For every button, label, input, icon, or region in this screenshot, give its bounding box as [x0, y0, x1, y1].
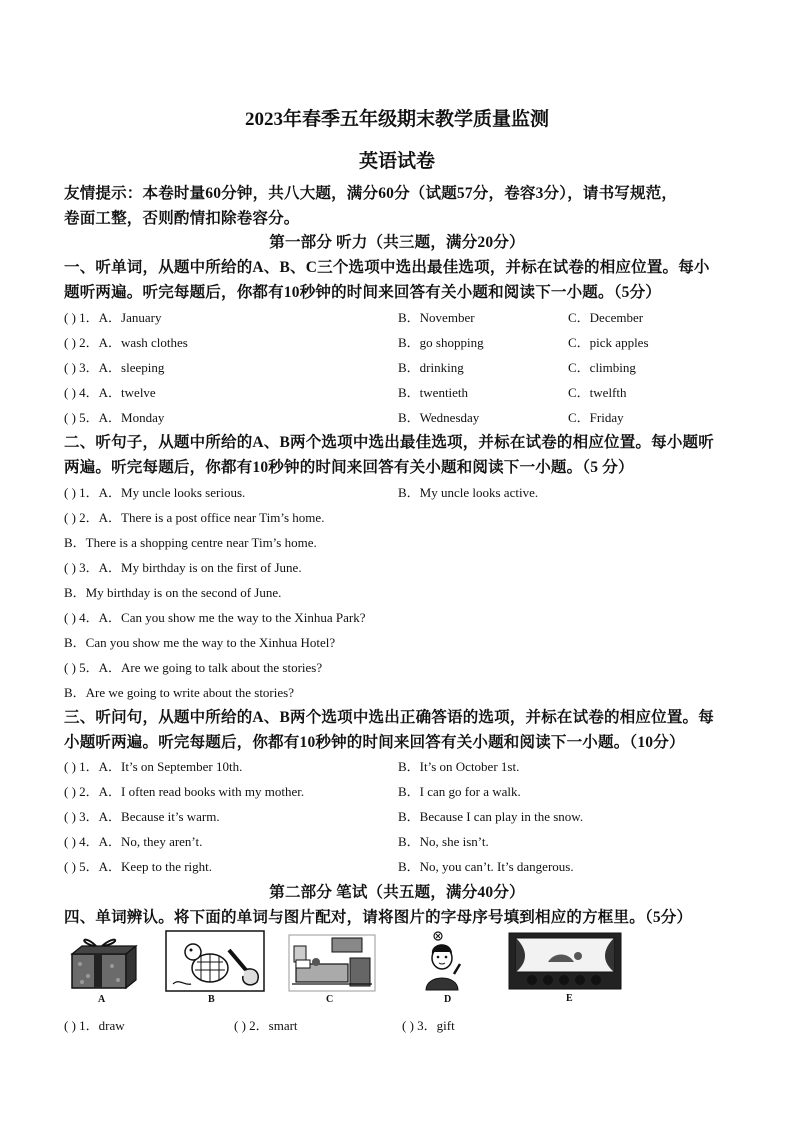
sec1-question-5 — [64, 407, 740, 425]
option-a: ( ) 1．A．January — [64, 310, 162, 325]
option-b: B．twentieth — [398, 385, 469, 400]
smart-boy-picture — [418, 930, 468, 992]
option-a: ( ) 4．A．Can you show me the way to the Xinhua Park? — [64, 610, 366, 625]
picture-label-e: E — [566, 993, 573, 1004]
option-b: B．Because I can play in the snow. — [398, 809, 584, 824]
option-c: C．climbing — [568, 360, 636, 375]
option-c: C．twelfth — [568, 385, 627, 400]
option-a: ( ) 3．A．My birthday is on the first of June. — [64, 560, 302, 575]
sec3-instruction-1: 三、听问句，从题中所给的A、B两个选项中选出正确答语的选项，并标在试卷的相应位置。每 — [64, 709, 714, 726]
option-b: B．My uncle looks active. — [398, 485, 539, 500]
sec4-instruction: 四、单词辨认。将下面的单词与图片配对，请将图片的字母序号填到相应的方框里。（5分） — [64, 909, 693, 926]
sec2-question-3 — [64, 557, 740, 575]
sec2-question-4 — [64, 607, 740, 625]
sec1-question-3 — [64, 357, 740, 375]
option-b: B．Wednesday — [398, 410, 480, 425]
notice-line-2: 卷面工整，否则酌情扣除卷容分。 — [64, 210, 300, 227]
option-a: ( ) 1．A．My uncle looks serious. — [64, 485, 246, 500]
sec1-instruction-2: 题听两遍。听完每题后，你都有10秒钟的时间来回答有关小题和阅读下一小题。（5分） — [64, 284, 662, 301]
theatre-picture — [508, 932, 622, 990]
sec2-question-5-b — [64, 682, 740, 700]
option-b: B．November — [398, 310, 475, 325]
word-item-3: ( ) 3．gift — [402, 1018, 455, 1033]
sec2-question-4-b — [64, 632, 740, 650]
sec2-question-2-b — [64, 532, 740, 550]
sec3-question-4 — [64, 831, 740, 849]
picture-label-a: A — [98, 994, 106, 1005]
sec1-question-2 — [64, 332, 740, 350]
sec1-instruction-1: 一、听单词，从题中所给的A、B、C三个选项中选出最佳选项，并标在试卷的相应位置。每小 — [64, 259, 710, 276]
sec4-word-row — [64, 1015, 740, 1033]
option-a: ( ) 2．A．There is a post office near Tim’s home. — [64, 510, 325, 525]
option-a: ( ) 4．A．No, they aren’t. — [64, 834, 203, 849]
option-a: ( ) 3．A．sleeping — [64, 360, 165, 375]
sec3-question-1 — [64, 756, 740, 774]
drawing-picture — [165, 930, 265, 992]
notice-line-1: 友情提示：本卷时量60分钟，共八大题，满分60分（试题57分，卷容3分），请书写规范， — [64, 185, 678, 202]
option-b: B．No, you can’t. It’s dangerous. — [398, 859, 574, 874]
word-item-2: ( ) 2．smart — [234, 1018, 298, 1033]
sec2-instruction-2: 两遍。听完每题后，你都有10秒钟的时间来回答有关小题和阅读下一小题。（5 分） — [64, 459, 634, 476]
picture-label-b: B — [208, 994, 215, 1005]
option-b: B．go shopping — [398, 335, 484, 350]
bedroom-picture — [288, 934, 376, 992]
option-c: C．December — [568, 310, 644, 325]
sec3-instruction-2: 小题听两遍。听完每题后，你都有10秒钟的时间来回答有关小题和阅读下一小题。（10分） — [64, 734, 685, 751]
option-a: ( ) 5．A．Keep to the right. — [64, 859, 213, 874]
option-c: C．pick apples — [568, 335, 649, 350]
option-b: B．Are we going to write about the stories? — [64, 685, 294, 700]
option-b: B．My birthday is on the second of June. — [64, 585, 282, 600]
sec1-question-1 — [64, 307, 740, 325]
sec2-question-2 — [64, 507, 740, 525]
option-a: ( ) 1．A．It’s on September 10th. — [64, 759, 243, 774]
sec3-question-2 — [64, 781, 740, 799]
option-a: ( ) 3．A．Because it’s warm. — [64, 809, 220, 824]
option-b: B．No, she isn’t. — [398, 834, 489, 849]
sec2-question-3-b — [64, 582, 740, 600]
page-title: 2023年春季五年级期末教学质量监测 — [244, 109, 549, 130]
sec1-question-4 — [64, 382, 740, 400]
part2-heading: 第二部分 笔试（共五题，满分40分） — [269, 884, 525, 901]
part1-heading: 第一部分 听力（共三题，满分20分） — [269, 234, 525, 251]
option-b: B．There is a shopping centre near Tim’s home. — [64, 535, 317, 550]
picture-label-d: D — [444, 994, 452, 1005]
sec3-question-5 — [64, 856, 740, 874]
option-a: ( ) 5．A．Monday — [64, 410, 165, 425]
word-item-1: ( ) 1．draw — [64, 1018, 125, 1033]
option-b: B．I can go for a walk. — [398, 784, 521, 799]
option-b: B．It’s on October 1st. — [398, 759, 520, 774]
option-b: B．drinking — [398, 360, 464, 375]
option-b: B．Can you show me the way to the Xinhua Hotel? — [64, 635, 336, 650]
sec2-question-5 — [64, 657, 740, 675]
option-a: ( ) 2．A．I often read books with my mother. — [64, 784, 305, 799]
sec2-question-1 — [64, 482, 740, 500]
page-subtitle: 英语试卷 — [358, 151, 435, 172]
option-a: ( ) 2．A．wash clothes — [64, 335, 188, 350]
option-c: C．Friday — [568, 410, 624, 425]
picture-label-c: C — [326, 994, 334, 1005]
option-a: ( ) 4．A．twelve — [64, 385, 156, 400]
option-a: ( ) 5．A．Are we going to talk about the stories? — [64, 660, 323, 675]
sec2-instruction-1: 二、听句子，从题中所给的A、B两个选项中选出最佳选项，并标在试卷的相应位置。每小题听 — [64, 434, 714, 451]
sec3-question-3 — [64, 806, 740, 824]
gift-box-picture — [66, 934, 138, 992]
